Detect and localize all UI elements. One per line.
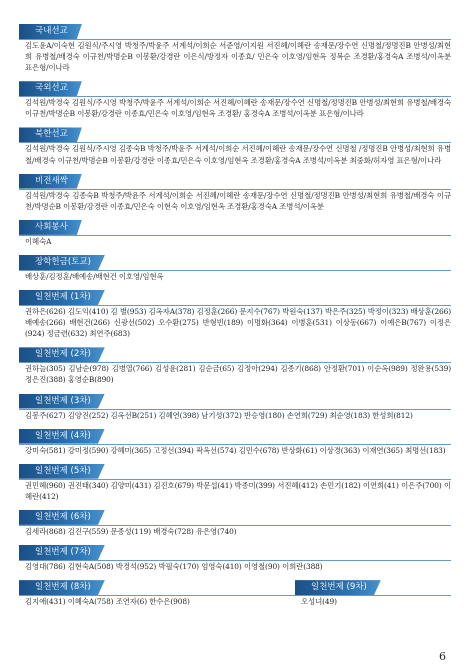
section-header: 일천번제 (1차)	[19, 290, 105, 305]
split-row	[19, 574, 451, 607]
section	[19, 458, 451, 502]
section	[19, 504, 451, 537]
section-body: 배상훈/김정훈/배예송/배현건 이호영/임현옥	[25, 271, 164, 281]
section-header: 장학헌금(토교)	[19, 255, 105, 270]
section	[19, 121, 451, 165]
section-body: 권하은(626) 김도익(410) 김 별(953) 김옥자A(378) 김정훈(266) 문지수(767) 박원숙(137) 박은주(325) 박정이(323) 배상훈(266) 배예송(266) 배현건(266) 신광선(502) 오수환(275) 반형빈(189) 이명화(364) 이병훈(531) 이상동(667) 이예은B(767) 이정은(924) 정금련(632) 최연주(683)	[25, 307, 451, 339]
section	[19, 214, 451, 247]
section-header: 일천번제 (8차)	[19, 580, 105, 595]
section	[19, 539, 451, 572]
section-header: 일천번제 (6차)	[19, 510, 105, 525]
section	[19, 423, 451, 456]
section-body: 김영대(786) 김현숙A(508) 박경석(952) 박필숙(170) 엄영숙(410) 이영철(90) 이희란(388)	[25, 561, 323, 571]
section	[19, 18, 451, 73]
section	[19, 75, 451, 119]
section-body: 권민혜(960) 권진태(340) 김양미(431) 김진호(679) 박문섭(41) 박종미(399) 서진혜(412) 손민기(182) 이연희(41) 이은주(700) 이혜란(412)	[25, 480, 451, 501]
section-body: 김도윤A/이숙현 김원식/주시영 박청주/박윤주 서계석/이희순 서준영/이지원 서진혜/이혜란 송재문/장수연 신명철/정명진B 안병성/최현희 유병철/배경숙 이규천/박명순B 이봉환/강경란 이은식/방정자 이종효/ 민은숙 이호영/임현옥 정복순 조경환/홍경숙A 조병석/이옥분 표은형/이나라	[25, 41, 451, 73]
section-body: 권하늘(305) 김남순(978) 김병열(766) 김성윤(281) 김순금(65) 김정아(294) 김종기(868) 안정환(701) 이순옥(989) 정완용(539) 정은진(388) 홍영순B(890)	[25, 364, 451, 385]
section-list	[19, 18, 451, 572]
section-header: 북한선교	[19, 127, 82, 142]
page-number: 6	[439, 650, 446, 663]
section-header: 일천번제 (2차)	[19, 347, 105, 362]
section-9	[295, 574, 451, 607]
section-header: 일천번제 (3차)	[19, 394, 105, 409]
section-body: 김석원/박경숙 김종숙B 박청주/박윤주 서계석/이희순 서진혜/이혜란 송재문/장수연 신명철/정명진B 안병성/최현희 유병철/배경숙 이규천/박명순B 이봉환/강경란 이종효/민은숙 이현숙 이호영/임현옥 조경환/홍경숙A 조병석/이옥분	[25, 190, 451, 211]
section-body: 김석원/박경숙 김원식/주시영 김종숙B 박청주/박윤주 서계석/이희순 서진혜/이혜란 송재문/장수연 신명철 /정명진B 안병성/최현희 유병철/배경숙 이규천/박명순B 이봉환/강경란 이종효/민은숙 이호영/임현옥 조경환/홍경숙A 조병석/이옥분 최중화/허자영 표은형/이나라	[25, 144, 451, 165]
section-header: 일천번제 (9차)	[295, 580, 381, 595]
section	[19, 341, 451, 385]
section-body: 이혜숙A	[25, 236, 52, 246]
section-header: 국내선교	[19, 24, 82, 39]
page-content	[19, 18, 451, 609]
section-body: 강미숙(581) 강미정(590) 강혜미(365) 고정선(394) 곽옥선(574) 김민수(678) 반상화(61) 이상경(363) 이재연(365) 최명선(183)	[25, 445, 446, 455]
section-header: 일천번제 (5차)	[19, 464, 105, 479]
section-8	[19, 574, 295, 607]
section	[19, 284, 451, 339]
section-header: 비전새싹	[19, 174, 82, 189]
section-header: 일천번제 (7차)	[19, 545, 105, 560]
section-header: 국외선교	[19, 81, 82, 96]
section-body: 오성녀(49)	[301, 597, 337, 607]
section-body: 김세라(868) 김진구(559) 문종성(119) 배경숙(728) 유은영(740)	[25, 526, 237, 536]
section	[19, 249, 451, 282]
section-body: 김석원/박경숙 김원식/주시영 박청주/박윤주 서계석/이희순 서진혜/이혜란 송재문/장수연 신명철/정명진B 안병성/최현희 유병철/배경숙 이규천/박명순B 이봉환/강경란 이종효/민은숙 이호영/임현옥 조경환/ 홍경숙A 조병석/이옥분 표은형/이나라	[25, 98, 451, 119]
section-body: 김지애(431) 이혜숙A(758) 조연자(6) 한수은(908)	[25, 597, 190, 607]
section-header: 일천번제 (4차)	[19, 429, 105, 444]
section	[19, 168, 451, 212]
section-header: 사회봉사	[19, 220, 82, 235]
section-body: 김봉주(627) 김양진(252) 김옥선B(251) 김혜연(398) 남기성(372) 반승영(180) 손연희(729) 최순영(183) 한성희(812)	[25, 410, 413, 420]
section	[19, 388, 451, 421]
